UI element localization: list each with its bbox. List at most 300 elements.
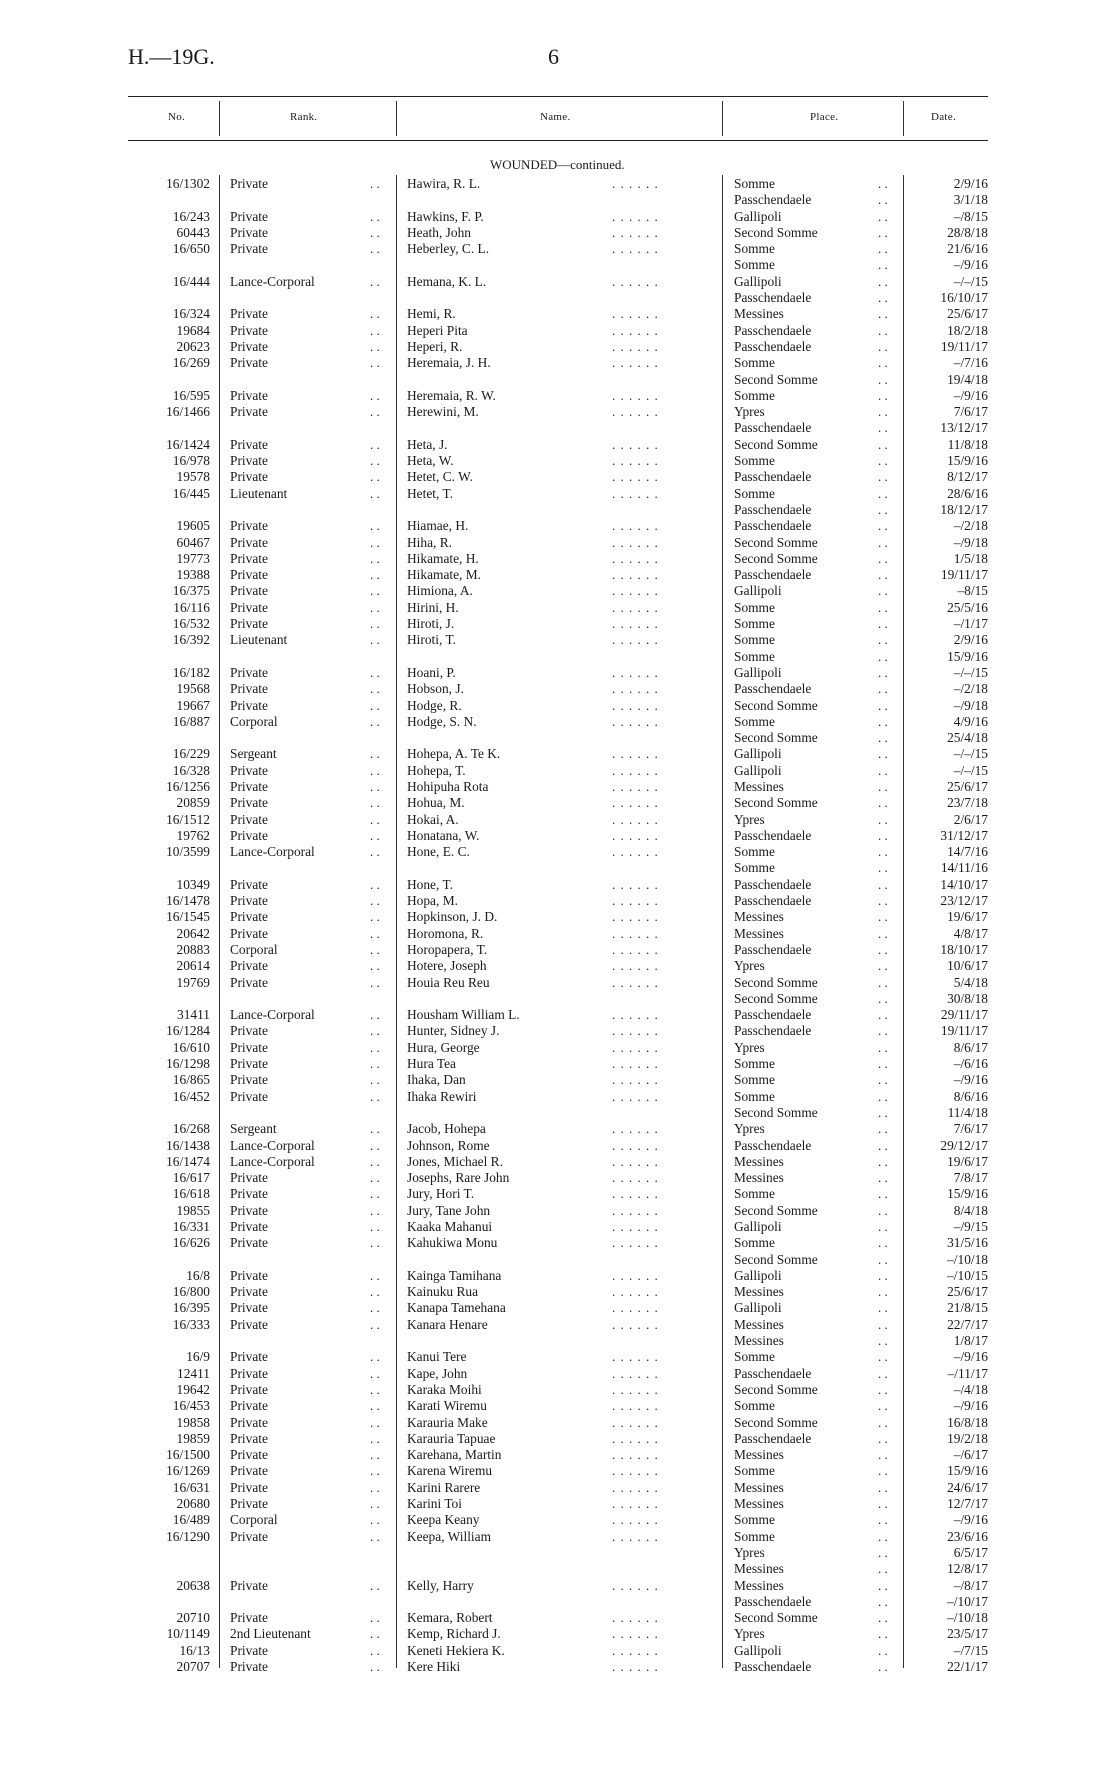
leader-dots: . . . . . . xyxy=(612,1365,659,1381)
row-rank: Private xyxy=(230,1088,268,1104)
table-row xyxy=(0,763,1114,779)
row-place: Passchendaele xyxy=(734,827,812,843)
row-place: Passchendaele xyxy=(734,1365,812,1381)
table-row xyxy=(0,290,1114,306)
row-date: –/–/15 xyxy=(953,762,988,778)
leader-dots: . . xyxy=(878,1479,888,1495)
table-row xyxy=(0,1284,1114,1300)
row-rank: 2nd Lieutenant xyxy=(230,1626,311,1642)
row-rank: Private xyxy=(230,1414,268,1430)
table-row xyxy=(0,355,1114,371)
table-row xyxy=(0,388,1114,404)
leader-dots: . . xyxy=(878,648,888,664)
leader-dots: . . xyxy=(370,485,380,501)
row-name: Ihaka Rewiri xyxy=(407,1088,477,1104)
leader-dots: . . xyxy=(878,192,888,208)
table-row xyxy=(0,1023,1114,1039)
row-date: 24/6/17 xyxy=(947,1479,988,1495)
leader-dots: . . xyxy=(878,1316,888,1332)
row-rank: Private xyxy=(230,355,268,371)
row-rank: Private xyxy=(230,795,268,811)
row-place: Gallipoli xyxy=(734,273,782,289)
row-date: –/9/16 xyxy=(953,1072,988,1088)
leader-dots: . . xyxy=(878,1219,888,1234)
row-name: Kanara Henare xyxy=(407,1316,488,1332)
row-rank: Private xyxy=(230,958,268,974)
row-place: Second Somme xyxy=(734,1251,818,1267)
table-row xyxy=(0,1496,1114,1512)
leader-dots: . . xyxy=(370,338,380,354)
row-place: Ypres xyxy=(734,1544,765,1560)
row-place: Ypres xyxy=(734,958,765,974)
leader-dots: . . xyxy=(370,1642,380,1658)
row-rank: Private xyxy=(230,322,268,338)
row-rank: Private xyxy=(230,306,268,322)
table-row xyxy=(0,274,1114,290)
row-place: Somme xyxy=(734,844,775,860)
row-number: 20707 xyxy=(176,1659,210,1675)
row-date: 14/7/16 xyxy=(947,844,988,860)
row-number: 16/1269 xyxy=(166,1463,210,1479)
row-place: Second Somme xyxy=(734,1381,818,1397)
row-name: Karini Rarere xyxy=(407,1479,481,1495)
row-name: Hodge, R. xyxy=(407,697,462,713)
row-date: 29/11/17 xyxy=(940,1007,988,1023)
table-row xyxy=(0,1594,1114,1610)
row-place: Second Somme xyxy=(734,436,818,452)
row-number: 19859 xyxy=(176,1430,210,1446)
row-date: 11/4/18 xyxy=(947,1104,988,1120)
row-number: 16/1478 xyxy=(166,893,210,909)
leader-dots: . . xyxy=(370,453,380,469)
row-rank: Lieutenant xyxy=(230,632,288,648)
row-place: Gallipoli xyxy=(734,208,782,224)
row-name: Herewini, M. xyxy=(407,404,479,420)
leader-dots: . . . . . . xyxy=(612,355,659,371)
row-rank: Private xyxy=(230,1381,268,1397)
leader-dots: . . xyxy=(878,1267,888,1283)
table-row xyxy=(0,1105,1114,1121)
table-row xyxy=(0,1317,1114,1333)
row-place: Somme xyxy=(734,257,775,273)
row-name: Hura Tea xyxy=(407,1056,457,1072)
row-name: Karaka Moihi xyxy=(407,1381,482,1397)
row-number: 10/1149 xyxy=(166,1626,210,1642)
leader-dots: . . xyxy=(878,1496,888,1512)
table-row xyxy=(0,535,1114,551)
row-rank: Private xyxy=(230,1072,268,1088)
row-name: Kemara, Robert xyxy=(407,1610,493,1626)
leader-dots: . . . . . . xyxy=(612,844,659,860)
row-place: Passchendaele xyxy=(734,420,812,436)
row-place: Messines xyxy=(734,1577,784,1593)
leader-dots: . . xyxy=(370,1577,380,1593)
leader-dots: . . xyxy=(878,1365,888,1381)
leader-dots: . . xyxy=(878,371,888,387)
row-name: Hiamae, H. xyxy=(407,518,469,534)
row-place: Somme xyxy=(734,485,775,501)
leader-dots: . . xyxy=(370,811,380,827)
table-row xyxy=(0,469,1114,485)
leader-dots: . . . . . . xyxy=(612,1430,659,1446)
leader-dots: . . xyxy=(370,1365,380,1381)
row-place: Second Somme xyxy=(734,534,818,550)
table-row xyxy=(0,1235,1114,1251)
row-date: 19/2/18 xyxy=(947,1430,988,1446)
row-date: 11/8/18 xyxy=(947,436,988,452)
leader-dots: . . xyxy=(878,241,888,257)
leader-dots: . . xyxy=(370,1023,380,1039)
casualty-table xyxy=(0,176,1114,1675)
row-place: Passchendaele xyxy=(734,322,812,338)
row-date: –/9/16 xyxy=(953,257,988,273)
leader-dots: . . . . . . xyxy=(612,1137,659,1153)
row-name: Kape, John xyxy=(407,1365,468,1381)
leader-dots: . . xyxy=(878,485,888,501)
row-name: Hopa, M. xyxy=(407,893,458,909)
leader-dots: . . xyxy=(370,681,380,697)
row-rank: Private xyxy=(230,1610,268,1626)
row-place: Somme xyxy=(734,176,775,191)
leader-dots: . . . . . . xyxy=(612,485,659,501)
table-row xyxy=(0,1072,1114,1088)
leader-dots: . . xyxy=(878,176,888,191)
leader-dots: . . xyxy=(878,1072,888,1088)
column-header-name: Name. xyxy=(540,111,571,123)
leader-dots: . . xyxy=(878,1039,888,1055)
table-row xyxy=(0,860,1114,876)
row-number: 31411 xyxy=(177,1007,210,1023)
row-name: Karauria Make xyxy=(407,1414,488,1430)
row-place: Somme xyxy=(734,1528,775,1544)
leader-dots: . . xyxy=(878,1561,888,1577)
row-name: Keneti Hekiera K. xyxy=(407,1642,505,1658)
row-date: 25/6/17 xyxy=(947,306,988,322)
row-name: Keepa, William xyxy=(407,1528,491,1544)
leader-dots: . . . . . . xyxy=(612,1577,659,1593)
leader-dots: . . xyxy=(878,469,888,485)
leader-dots: . . xyxy=(878,730,888,746)
row-rank: Private xyxy=(230,1430,268,1446)
row-rank: Private xyxy=(230,1056,268,1072)
table-row xyxy=(0,714,1114,730)
leader-dots: . . xyxy=(878,420,888,436)
row-name: Heperi, R. xyxy=(407,338,463,354)
leader-dots: . . xyxy=(370,518,380,534)
row-name: Hiroti, J. xyxy=(407,616,455,632)
row-number: 20710 xyxy=(176,1610,210,1626)
row-name: Hone, E. C. xyxy=(407,844,470,860)
row-date: –/2/18 xyxy=(953,518,988,534)
leader-dots: . . xyxy=(370,909,380,925)
row-place: Messines xyxy=(734,1447,784,1463)
table-row xyxy=(0,209,1114,225)
row-number: 20638 xyxy=(176,1577,210,1593)
leader-dots: . . . . . . xyxy=(612,1496,659,1512)
row-place: Messines xyxy=(734,909,784,925)
leader-dots: . . . . . . xyxy=(612,925,659,941)
leader-dots: . . . . . . xyxy=(612,778,659,794)
leader-dots: . . xyxy=(878,827,888,843)
table-row xyxy=(0,1447,1114,1463)
row-date: 14/10/17 xyxy=(940,876,988,892)
row-date: 25/6/17 xyxy=(947,1284,988,1300)
row-name: Hiroti, T. xyxy=(407,632,456,648)
row-name: Karena Wiremu xyxy=(407,1463,493,1479)
row-date: –/9/16 xyxy=(953,1349,988,1365)
row-number: 60467 xyxy=(176,534,210,550)
leader-dots: . . . . . . xyxy=(612,208,659,224)
table-row xyxy=(0,567,1114,583)
table-row xyxy=(0,551,1114,567)
leader-dots: . . xyxy=(370,941,380,957)
row-rank: Private xyxy=(230,241,268,257)
row-rank: Private xyxy=(230,469,268,485)
leader-dots: . . . . . . xyxy=(612,876,659,892)
row-place: Messines xyxy=(734,778,784,794)
leader-dots: . . . . . . xyxy=(612,632,659,648)
row-place: Passchendaele xyxy=(734,567,812,583)
row-place: Gallipoli xyxy=(734,1642,782,1658)
leader-dots: . . . . . . xyxy=(612,599,659,615)
row-number: 16/1474 xyxy=(166,1153,210,1169)
row-rank: Private xyxy=(230,974,268,990)
row-name: Ihaka, Dan xyxy=(407,1072,466,1088)
leader-dots: . . xyxy=(878,1104,888,1120)
row-rank: Private xyxy=(230,1284,268,1300)
column-separator xyxy=(396,101,397,136)
leader-dots: . . xyxy=(370,1496,380,1512)
row-date: 1/8/17 xyxy=(953,1333,988,1349)
row-number: 20642 xyxy=(176,925,210,941)
row-date: 5/4/18 xyxy=(953,974,988,990)
table-row xyxy=(0,192,1114,208)
row-number: 16/978 xyxy=(172,453,210,469)
row-place: Messines xyxy=(734,1153,784,1169)
leader-dots: . . xyxy=(878,224,888,240)
row-rank: Private xyxy=(230,534,268,550)
row-date: 2/6/17 xyxy=(953,811,988,827)
leader-dots: . . xyxy=(370,567,380,583)
table-row xyxy=(0,665,1114,681)
row-place: Second Somme xyxy=(734,1610,818,1626)
row-rank: Corporal xyxy=(230,1512,278,1528)
row-rank: Private xyxy=(230,1398,268,1414)
leader-dots: . . xyxy=(878,1137,888,1153)
leader-dots: . . . . . . xyxy=(612,1056,659,1072)
leader-dots: . . xyxy=(878,1610,888,1626)
leader-dots: . . xyxy=(878,387,888,403)
row-number: 16/626 xyxy=(172,1235,210,1251)
leader-dots: . . . . . . xyxy=(612,1235,659,1251)
leader-dots: . . xyxy=(878,1512,888,1528)
table-row xyxy=(0,1578,1114,1594)
row-date: 10/6/17 xyxy=(947,958,988,974)
row-place: Gallipoli xyxy=(734,1300,782,1316)
row-rank: Private xyxy=(230,518,268,534)
row-place: Passchendaele xyxy=(734,192,812,208)
row-place: Somme xyxy=(734,599,775,615)
row-date: 1/5/18 xyxy=(953,550,988,566)
table-row xyxy=(0,339,1114,355)
row-name: Himiona, A. xyxy=(407,583,473,599)
leader-dots: . . xyxy=(878,1333,888,1349)
table-row xyxy=(0,1480,1114,1496)
leader-dots: . . xyxy=(370,925,380,941)
table-row xyxy=(0,1431,1114,1447)
table-row xyxy=(0,404,1114,420)
row-name: Heath, John xyxy=(407,224,471,240)
leader-dots: . . xyxy=(878,909,888,925)
row-name: Hone, T. xyxy=(407,876,453,892)
row-place: Somme xyxy=(734,616,775,632)
row-rank: Private xyxy=(230,893,268,909)
row-date: 21/8/15 xyxy=(947,1300,988,1316)
table-row xyxy=(0,1170,1114,1186)
table-row xyxy=(0,1610,1114,1626)
row-rank: Private xyxy=(230,876,268,892)
row-place: Second Somme xyxy=(734,795,818,811)
table-row xyxy=(0,1366,1114,1382)
row-date: 2/9/16 xyxy=(953,632,988,648)
leader-dots: . . xyxy=(878,958,888,974)
leader-dots: . . . . . . xyxy=(612,1023,659,1039)
leader-dots: . . xyxy=(370,1088,380,1104)
row-date: 31/5/16 xyxy=(947,1235,988,1251)
leader-dots: . . xyxy=(878,208,888,224)
row-date: –/2/18 xyxy=(953,681,988,697)
row-number: 16/328 xyxy=(172,762,210,778)
row-place: Passchendaele xyxy=(734,681,812,697)
table-row xyxy=(0,1089,1114,1105)
leader-dots: . . xyxy=(878,876,888,892)
leader-dots: . . xyxy=(878,257,888,273)
row-rank: Private xyxy=(230,387,268,403)
row-rank: Private xyxy=(230,436,268,452)
row-rank: Private xyxy=(230,453,268,469)
leader-dots: . . xyxy=(878,501,888,517)
row-name: Hura, George xyxy=(407,1039,480,1055)
leader-dots: . . xyxy=(370,1153,380,1169)
table-row xyxy=(0,372,1114,388)
leader-dots: . . xyxy=(878,338,888,354)
leader-dots: . . xyxy=(370,1349,380,1365)
row-name: Keepa Keany xyxy=(407,1512,480,1528)
leader-dots: . . xyxy=(878,534,888,550)
leader-dots: . . xyxy=(370,1512,380,1528)
leader-dots: . . xyxy=(370,844,380,860)
leader-dots: . . . . . . xyxy=(612,1316,659,1332)
table-row xyxy=(0,1512,1114,1528)
leader-dots: . . . . . . xyxy=(612,909,659,925)
document-reference: H.—19G. xyxy=(128,44,215,69)
row-number: 16/1512 xyxy=(166,811,210,827)
table-row xyxy=(0,502,1114,518)
leader-dots: . . . . . . xyxy=(612,469,659,485)
table-row xyxy=(0,681,1114,697)
row-rank: Private xyxy=(230,1659,268,1675)
row-name: Hiha, R. xyxy=(407,534,453,550)
leader-dots: . . xyxy=(878,322,888,338)
leader-dots: . . xyxy=(370,273,380,289)
row-rank: Private xyxy=(230,224,268,240)
table-row xyxy=(0,518,1114,534)
leader-dots: . . . . . . xyxy=(612,1007,659,1023)
table-row xyxy=(0,844,1114,860)
leader-dots: . . xyxy=(370,1300,380,1316)
leader-dots: . . xyxy=(878,1593,888,1609)
column-header-date: Date. xyxy=(931,111,957,123)
row-place: Somme xyxy=(734,1072,775,1088)
row-rank: Private xyxy=(230,1235,268,1251)
leader-dots: . . xyxy=(878,1430,888,1446)
leader-dots: . . xyxy=(878,893,888,909)
leader-dots: . . . . . . xyxy=(612,322,659,338)
leader-dots: . . xyxy=(370,1316,380,1332)
row-date: –/9/15 xyxy=(953,1219,988,1234)
leader-dots: . . xyxy=(878,616,888,632)
row-date: 15/9/16 xyxy=(947,453,988,469)
row-rank: Private xyxy=(230,664,268,680)
row-name: Heremaia, J. H. xyxy=(407,355,491,371)
leader-dots: . . . . . . xyxy=(612,1659,659,1675)
row-place: Messines xyxy=(734,1170,784,1186)
leader-dots: . . xyxy=(370,583,380,599)
leader-dots: . . xyxy=(370,1284,380,1300)
row-date: –/9/16 xyxy=(953,1512,988,1528)
row-date: 29/12/17 xyxy=(940,1137,988,1153)
table-row xyxy=(0,795,1114,811)
leader-dots: . . . . . . xyxy=(612,1072,659,1088)
row-name: Hirini, H. xyxy=(407,599,459,615)
row-date: 18/12/17 xyxy=(940,501,988,517)
row-date: –/9/18 xyxy=(953,697,988,713)
row-name: Heta, J. xyxy=(407,436,448,452)
column-header-no: No. xyxy=(168,111,186,123)
row-place: Somme xyxy=(734,453,775,469)
leader-dots: . . . . . . xyxy=(612,1642,659,1658)
row-name: Karehana, Martin xyxy=(407,1447,502,1463)
row-rank: Sergeant xyxy=(230,1121,277,1137)
row-place: Second Somme xyxy=(734,1414,818,1430)
leader-dots: . . xyxy=(878,697,888,713)
leader-dots: . . . . . . xyxy=(612,387,659,403)
leader-dots: . . xyxy=(878,844,888,860)
row-date: –/4/18 xyxy=(953,1381,988,1397)
leader-dots: . . . . . . xyxy=(612,567,659,583)
row-name: Heta, W. xyxy=(407,453,454,469)
row-name: Hopkinson, J. D. xyxy=(407,909,498,925)
row-name: Hetet, T. xyxy=(407,485,453,501)
row-name: Jones, Michael R. xyxy=(407,1153,503,1169)
row-date: 13/12/17 xyxy=(940,420,988,436)
leader-dots: . . . . . . xyxy=(612,224,659,240)
row-rank: Private xyxy=(230,1170,268,1186)
row-number: 19605 xyxy=(176,518,210,534)
row-number: 16/800 xyxy=(172,1284,210,1300)
leader-dots: . . xyxy=(370,1610,380,1626)
leader-dots: . . xyxy=(878,1121,888,1137)
leader-dots: . . . . . . xyxy=(612,1610,659,1626)
row-name: Josephs, Rare John xyxy=(407,1170,510,1186)
leader-dots: . . . . . . xyxy=(612,1170,659,1186)
row-date: 15/9/16 xyxy=(947,1463,988,1479)
leader-dots: . . xyxy=(370,550,380,566)
row-place: Messines xyxy=(734,1479,784,1495)
table-row xyxy=(0,926,1114,942)
row-date: 19/11/17 xyxy=(940,338,988,354)
row-number: 16/182 xyxy=(172,664,210,680)
